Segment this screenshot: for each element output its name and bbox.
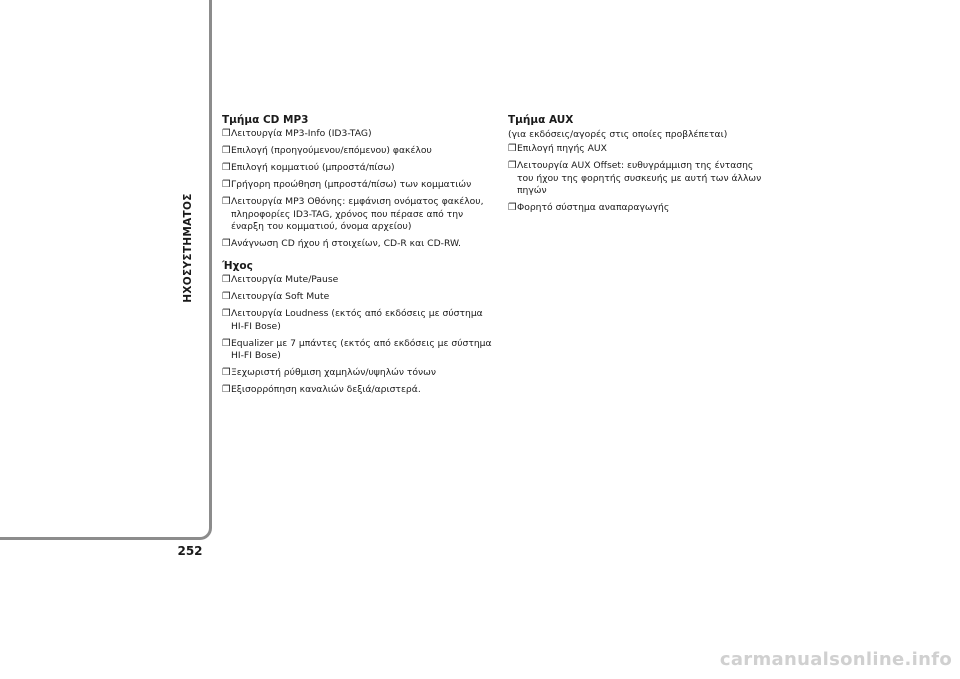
checkbox-bullet-icon: ❒ — [222, 196, 231, 208]
list-item-text: Λειτουργία AUX Offset: ευθυγράμμιση της έντασης του ήχου της φορητής συσκευής με αυτή των άλλων πηγών — [517, 160, 762, 197]
list-item-text: Λειτουργία Soft Mute — [231, 291, 330, 303]
list-item-text: Επιλογή πηγής AUX — [517, 143, 607, 154]
list-item — [222, 128, 494, 141]
list-item — [222, 274, 494, 287]
list-item-text: Λειτουργία Mute/Pause — [231, 273, 339, 285]
checkbox-bullet-icon: ❒ — [222, 145, 231, 157]
list-item-text: Γρήγορη προώθηση (μπροστά/πίσω) των κομματιών — [231, 179, 472, 191]
checkbox-bullet-icon: ❒ — [222, 273, 231, 285]
checkbox-bullet-icon: ❒ — [222, 337, 231, 349]
aux-section-subtitle: (για εκδόσεις/αγορές στις οποίες προβλέπεται) — [508, 129, 728, 140]
checkbox-bullet-icon: ❒ — [508, 160, 517, 172]
page-frame — [0, 0, 212, 540]
list-item-text: Λειτουργία MP3-Info (ID3-TAG) — [231, 128, 372, 139]
list-item-text: Ξεχωριστή ρύθμιση χαμηλών/υψηλών τόνων — [231, 367, 436, 379]
sound-list — [222, 274, 494, 397]
list-item — [222, 367, 494, 380]
checkbox-bullet-icon: ❒ — [222, 308, 231, 320]
checkbox-bullet-icon: ❒ — [222, 128, 231, 139]
cd-mp3-section-title: Τμήμα CD MP3 — [222, 114, 309, 126]
page-number: 252 — [177, 544, 203, 558]
list-item — [508, 143, 770, 156]
checkbox-bullet-icon: ❒ — [222, 162, 231, 174]
checkbox-bullet-icon: ❒ — [222, 367, 231, 379]
list-item — [508, 202, 770, 215]
list-item-text: Λειτουργία Loudness (εκτός από εκδόσεις με σύστημα HI-FI Bose) — [231, 308, 483, 332]
list-item — [222, 338, 494, 363]
cd-mp3-list — [222, 128, 494, 251]
checkbox-bullet-icon: ❒ — [222, 291, 231, 303]
list-item — [222, 291, 494, 304]
list-item — [508, 160, 770, 198]
list-item — [222, 196, 494, 234]
left-column — [222, 114, 494, 402]
list-item-text: Επιλογή (προηγούμενου/επόμενου) φακέλου — [231, 145, 432, 157]
checkbox-bullet-icon: ❒ — [222, 384, 231, 396]
sound-section-title: Ήχος — [222, 259, 253, 272]
list-item-text: Λειτουργία MP3 Οθόνης: εμφάνιση ονόματος φακέλου, πληροφορίες ID3-TAG, χρόνος που πέρασε από την έναρξη του κομματιού, όνομα αρχείου) — [231, 196, 484, 233]
list-item-text: Ανάγνωση CD ήχου ή στοιχείων, CD-R και CD-RW. — [231, 238, 461, 250]
list-item-text: Φορητό σύστημα αναπαραγωγής — [517, 202, 670, 214]
list-item — [222, 384, 494, 397]
checkbox-bullet-icon: ❒ — [508, 143, 517, 154]
list-item-text: Επιλογή κομματιού (μπροστά/πίσω) — [231, 162, 395, 174]
aux-section-title: Τμήμα AUX — [508, 114, 574, 126]
list-item — [222, 179, 494, 192]
right-column — [508, 114, 770, 219]
list-item — [222, 308, 494, 333]
list-item-text: Εξισορρόπηση καναλιών δεξιά/αριστερά. — [231, 384, 421, 396]
list-item — [222, 145, 494, 158]
checkbox-bullet-icon: ❒ — [222, 238, 231, 250]
list-item-text: Equalizer με 7 μπάντες (εκτός από εκδόσεις με σύστημα HI-FI Bose) — [231, 337, 492, 362]
list-item — [222, 238, 494, 251]
watermark-text: carmanualsonline.info — [719, 649, 952, 670]
aux-list — [508, 143, 770, 215]
checkbox-bullet-icon: ❒ — [508, 202, 517, 214]
list-item — [222, 162, 494, 175]
checkbox-bullet-icon: ❒ — [222, 179, 231, 191]
section-side-label: ΗΧΟΣΥΣΤΗΜΑΤΟΣ — [182, 193, 194, 303]
